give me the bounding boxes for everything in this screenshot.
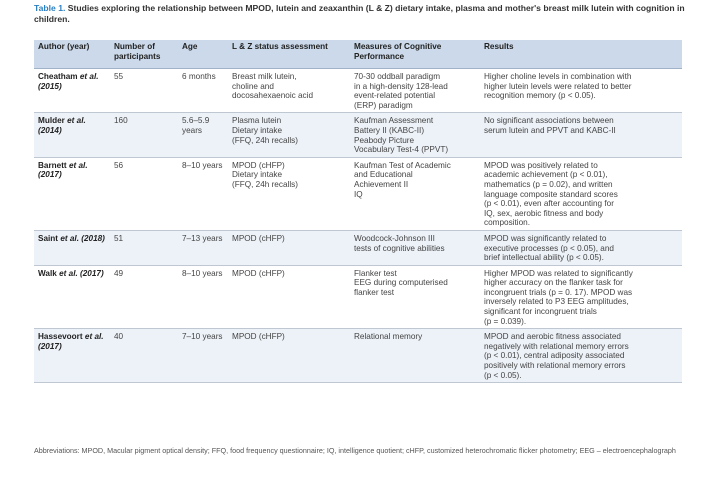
header-measures: Measures of Cognitive Performance — [350, 40, 480, 69]
measures-line: Achievement II — [354, 179, 409, 189]
status-line: Plasma lutein — [232, 116, 282, 126]
status-line: docosahexaenoic acid — [232, 91, 314, 101]
table-row — [34, 157, 682, 230]
measures-line: event-related potential — [354, 91, 436, 101]
cell-age — [178, 230, 228, 265]
cell-participants — [110, 69, 178, 113]
author-etal-year: et al. (2017) — [59, 268, 104, 278]
measures-line: Relational memory — [354, 332, 423, 342]
cell-status — [228, 265, 350, 329]
table-row — [34, 230, 682, 265]
cell-status — [228, 157, 350, 230]
participants-value: 160 — [114, 116, 128, 126]
cell-author — [34, 157, 110, 230]
cell-author — [34, 329, 110, 383]
header-status: L & Z status assessment — [228, 40, 350, 69]
author-etal-year: et al. (2018) — [60, 233, 105, 243]
cell-age — [178, 69, 228, 113]
author-etal-year: et al. (2017) — [38, 332, 104, 351]
results-line: language composite standard scores — [484, 189, 618, 199]
participants-value: 49 — [114, 268, 124, 278]
participants-value: 40 — [114, 332, 124, 342]
results-line: academic achievement (p < 0.01), — [484, 170, 608, 180]
cell-measures — [350, 69, 480, 113]
cell-status — [228, 69, 350, 113]
age-value: 8–10 years — [182, 268, 223, 278]
results-line: higher accuracy on the flanker task for — [484, 278, 623, 288]
age-value: 7–10 years — [182, 332, 223, 342]
header-results: Results — [480, 40, 682, 69]
status-line: MPOD (cHFP) — [232, 233, 285, 243]
measures-line: EEG during computerised — [354, 278, 448, 288]
status-line: choline and — [232, 81, 274, 91]
author-etal-year: et al. (2015) — [38, 72, 99, 91]
measures-line: Kaufman Assessment — [354, 116, 434, 126]
age-value: 7–13 years — [182, 233, 223, 243]
cell-measures — [350, 265, 480, 329]
cell-results — [480, 265, 682, 329]
status-line: Dietary intake — [232, 125, 283, 135]
results-line: mathematics (p = 0.02), and written — [484, 179, 613, 189]
status-line: Dietary intake — [232, 170, 283, 180]
status-line: MPOD (cHFP) — [232, 332, 285, 342]
cell-results — [480, 329, 682, 383]
results-line: executive processes (p < 0.05), and — [484, 243, 614, 253]
author-name: Hassevoort — [38, 332, 83, 342]
cell-results — [480, 157, 682, 230]
status-line: (FFQ, 24h recalls) — [232, 135, 298, 145]
participants-value: 55 — [114, 72, 124, 81]
table-row — [34, 329, 682, 383]
author-name: Cheatham — [38, 72, 78, 81]
cell-author — [34, 113, 110, 157]
participants-value: 56 — [114, 160, 124, 170]
results-line: MPOD was positively related to — [484, 160, 598, 170]
header-participants: Number of participants — [110, 40, 178, 69]
cell-results — [480, 230, 682, 265]
author-name: Mulder — [38, 116, 65, 126]
status-line: MPOD (cHFP) — [232, 268, 285, 278]
cell-status — [228, 113, 350, 157]
author-name: Barnett — [38, 160, 67, 170]
author-name: Saint — [38, 233, 59, 243]
age-value: 8–10 years — [182, 160, 223, 170]
measures-line: flanker test — [354, 287, 395, 297]
age-value: 6 months — [182, 72, 216, 81]
measures-line: Vocabulary Test-4 (PPVT) — [354, 145, 449, 155]
results-line: No significant associations between — [484, 116, 614, 126]
results-line: brief intellectual ability (p < 0.05). — [484, 253, 604, 263]
cell-participants — [110, 157, 178, 230]
results-line: significant for incongruent trials — [484, 307, 597, 317]
measures-line: tests of cognitive abilities — [354, 243, 445, 253]
results-line: (p < 0.05). — [484, 370, 522, 380]
cell-measures — [350, 329, 480, 383]
results-line: higher lutein levels were related to better — [484, 81, 632, 91]
age-value: 5.6–5.9 years — [182, 116, 210, 135]
measures-line: Peabody Picture — [354, 135, 415, 145]
results-line: MPOD and aerobic fitness associated — [484, 332, 621, 342]
table-row — [34, 69, 682, 113]
table-caption — [34, 3, 694, 25]
cell-participants — [110, 329, 178, 383]
results-line: (p < 0.01), even after accounting for — [484, 199, 614, 209]
cell-measures — [350, 230, 480, 265]
cell-measures — [350, 113, 480, 157]
footnote: Abbreviations: MPOD, Macular pigment optical density; FFQ, food frequency questionnaire; IQ, intelligence quotient; cHFP, customized heterochromatic flicker photometry; EEG – electroencephalograph — [34, 446, 676, 455]
cell-status — [228, 230, 350, 265]
cell-age — [178, 329, 228, 383]
results-line: incongruent trials (p = 0. 17). MPOD was — [484, 287, 633, 297]
cell-author — [34, 69, 110, 113]
table-row — [34, 113, 682, 157]
results-line: IQ, sex, aerobic fitness and body — [484, 208, 604, 218]
measures-line: and Educational — [354, 170, 413, 180]
cell-age — [178, 113, 228, 157]
author-name: Walk — [38, 268, 57, 278]
status-line: MPOD (cHFP) — [232, 160, 285, 170]
cell-age — [178, 265, 228, 329]
status-line: (FFQ, 24h recalls) — [232, 179, 298, 189]
measures-line: Flanker test — [354, 268, 397, 278]
measures-line: Woodcock-Johnson III — [354, 233, 435, 243]
header-age: Age — [178, 40, 228, 69]
cell-participants — [110, 265, 178, 329]
measures-line: (ERP) paradigm — [354, 100, 413, 110]
results-line: inversely related to P3 EEG amplitudes, — [484, 297, 629, 307]
cell-author — [34, 230, 110, 265]
results-line: (p < 0.01), central adiposity associated — [484, 351, 625, 361]
header-author: Author (year) — [34, 40, 110, 69]
cell-participants — [110, 230, 178, 265]
measures-line: IQ — [354, 189, 363, 199]
author-etal-year: et al. (2017) — [38, 160, 88, 180]
table-caption-text: Studies exploring the relationship between MPOD, lutein and zeaxanthin (L & Z) dietary intake, plasma and mother's breast milk lutein with cognition in children. — [34, 3, 685, 24]
results-line: Higher choline levels in combination with — [484, 72, 632, 81]
table-header-row — [34, 40, 682, 69]
author-etal-year: et al. (2014) — [38, 116, 86, 135]
cell-age — [178, 157, 228, 230]
measures-line: 70-30 oddball paradigm — [354, 72, 441, 81]
measures-line: in a high-density 128-lead — [354, 81, 448, 91]
results-line: MPOD was significantly related to — [484, 233, 607, 243]
participants-value: 51 — [114, 233, 124, 243]
table-row — [34, 265, 682, 329]
results-line: negatively with relational memory errors — [484, 341, 629, 351]
results-line: positively with relational memory errors — [484, 361, 626, 371]
measures-line: Kaufman Test of Academic — [354, 160, 451, 170]
results-line: recognition memory (p < 0.05). — [484, 91, 596, 101]
results-line: composition. — [484, 218, 530, 228]
results-line: Higher MPOD was related to significantly — [484, 268, 633, 278]
cell-results — [480, 113, 682, 157]
results-line: serum lutein and PPVT and KABC-II — [484, 125, 616, 135]
cell-participants — [110, 113, 178, 157]
cell-results — [480, 69, 682, 113]
table-label: Table 1. — [34, 3, 66, 13]
measures-line: Battery II (KABC-II) — [354, 125, 425, 135]
status-line: Breast milk lutein, — [232, 72, 297, 81]
table-body — [34, 69, 682, 383]
studies-table — [34, 40, 682, 383]
cell-status — [228, 329, 350, 383]
results-line: (p = 0.039). — [484, 316, 527, 326]
cell-author — [34, 265, 110, 329]
cell-measures — [350, 157, 480, 230]
